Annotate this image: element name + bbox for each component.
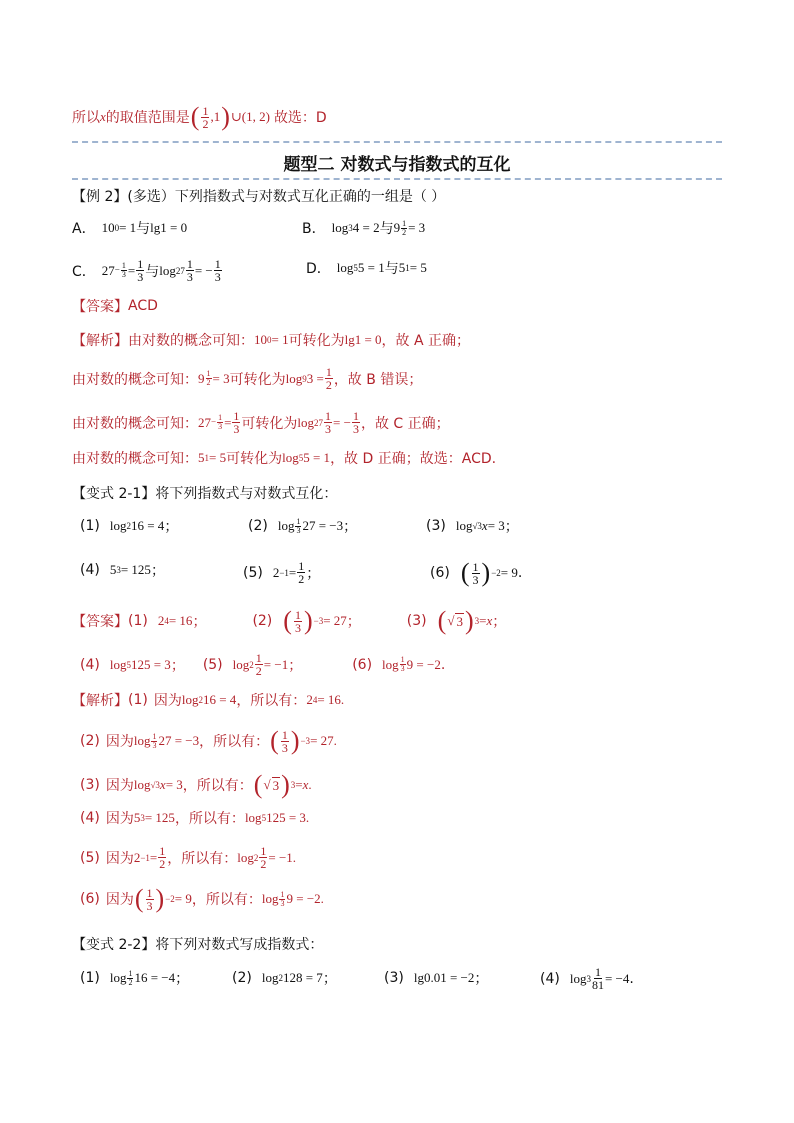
- text: 可转化为: [288, 333, 345, 349]
- item-number: (4): [80, 562, 100, 578]
- text: ，所以有：: [191, 892, 262, 908]
- text: ，故 A 正确；: [381, 333, 471, 349]
- text: ，所以有：: [199, 734, 270, 750]
- text: ；: [306, 565, 321, 582]
- text: ；: [175, 971, 190, 987]
- text: ；: [288, 657, 303, 674]
- text: 可转化为: [241, 415, 298, 432]
- text: 与: [136, 221, 151, 237]
- item-number: (3): [384, 970, 404, 986]
- text: ，故 C 正确；: [360, 415, 450, 432]
- item-number: (5): [243, 564, 263, 581]
- text: 因为: [105, 850, 134, 867]
- text: 【变式 2-2】将下列对数式写成指数式：: [72, 937, 324, 953]
- item-number: (4): [80, 656, 100, 673]
- text: 故选：D: [273, 110, 327, 126]
- item-number: (1): [128, 613, 148, 629]
- option-b: B． log 3 4 = 2 与 9 $\frac{1}{2}$ = 3: [302, 218, 426, 237]
- text: 因为: [105, 811, 134, 827]
- v21-analysis-6: (6) 因为 ( $\frac{1}{3}$ ) −2 = 9 ，所以有： log $\frac{1}{3}$ 9 = −2.: [80, 884, 324, 913]
- text: 由对数的概念可知：: [128, 333, 254, 349]
- text: 因为: [105, 734, 134, 750]
- v22-q4: (4) log 3 $\frac{1}{81}$ = −4 .: [540, 965, 634, 992]
- v22-q1: (1) log $\frac{1}{2}$ 16 = −4 ；: [80, 968, 190, 987]
- item-number: (2): [80, 733, 100, 749]
- text: 由对数的概念可知：: [72, 371, 198, 388]
- text: 由对数的概念可知：: [72, 415, 198, 432]
- v21-analysis-5: (5) 因为 2 −1 = $\frac{1}{2}$ ，所以有： log 2 $\frac{1}{2}$ = −1.: [80, 844, 297, 871]
- prev-conclusion-line: [72, 104, 327, 130]
- text: 因为: [153, 693, 182, 709]
- v21-q5: (5) 2 −1 = $\frac{1}{2}$ ；: [243, 559, 321, 586]
- item-number: (3): [80, 777, 100, 793]
- text: 与: [145, 263, 160, 280]
- v21-answers-row1: 【答案】 (1) 2 4 = 16 ； (2) ( $\frac{1}{3}$ ) −3 = 27 ； (3) ( √ 3 ) 3 = x ；: [72, 606, 507, 635]
- text: ；: [343, 519, 358, 535]
- analysis-label: 【解析】: [72, 693, 128, 709]
- text: 可转化为: [229, 371, 286, 388]
- text: ；: [150, 563, 165, 579]
- text: 【变式 2-1】将下列指数式与对数式互化：: [72, 486, 338, 502]
- text: ；: [504, 519, 519, 535]
- v21-q1: (1) log 2 16 = 4 ；: [80, 518, 179, 535]
- question-text: 【例 2】(多选）下列指数式与对数式互化正确的一组是（ ）: [72, 189, 446, 205]
- text: ，故 B 错误；: [333, 371, 423, 388]
- text: 因为: [105, 892, 134, 908]
- divider-top: [72, 141, 722, 143]
- section-title: 题型二 对数式与指数式的互化: [283, 155, 511, 175]
- item-number: (3): [406, 613, 427, 629]
- item-number: (4): [80, 810, 100, 826]
- v21-q3: (3) log √3 x = 3 ；: [426, 518, 519, 535]
- text: ；: [474, 971, 489, 987]
- v22-q2: (2) log 2 128 = 7 ；: [232, 970, 337, 987]
- text: 与: [384, 261, 399, 277]
- v21-answers-row2: (4) log 5 125 = 3 ； (5) log 2 $\frac{1}{2}$ = −1 ； (6) log $\frac{1}{3}$ 9 = −2 .: [80, 651, 446, 678]
- text: ，所以有：: [174, 811, 245, 827]
- item-number: (2): [232, 970, 252, 986]
- v21-analysis-4: (4) 因为 5 3 = 125 ，所以有： log 5 125 = 3.: [80, 810, 310, 827]
- variant-2-1-title: [72, 483, 337, 503]
- text: ，所以有：: [236, 693, 307, 709]
- text: ，所以有：: [182, 778, 253, 794]
- text: ；: [192, 614, 207, 630]
- analysis-line-3: 由对数的概念可知： 27 − $\frac{1}{3}$ = $\frac{1}{3}$ 可转化为 log 27 $\frac{1}{3}$ = − $\frac{1}{3}$ ，故 C 正确；: [72, 409, 450, 436]
- analysis-line-4: 由对数的概念可知： 5 1 = 5 可转化为 log 5 5 = 1 ，故 D 正确；故选：ACD.: [72, 450, 497, 467]
- item-number: (5): [202, 656, 223, 673]
- text: 与: [379, 221, 394, 237]
- text: ；: [164, 519, 179, 535]
- option-label: C．: [72, 263, 96, 280]
- v21-analysis-3: (3) 因为 log √3 x = 3 ，所以有： ( √ 3 ) 3 = x .: [80, 770, 312, 799]
- option-a: A． 10 0 = 1 与 lg1 = 0: [72, 220, 188, 237]
- text: 所以: [72, 110, 100, 126]
- math-var-x: x: [100, 109, 106, 124]
- answer-line: [72, 296, 158, 316]
- option-label: D．: [306, 261, 331, 277]
- option-label: B．: [302, 221, 326, 237]
- math-range: ( $\frac{1}{2}$ ,1 ) ∪(1, 2): [190, 102, 270, 131]
- option-d: D． log 5 5 = 1 与 5 1 = 5: [306, 260, 427, 277]
- v21-q6: (6) ( $\frac{1}{3}$ ) −2 = 9 .: [430, 558, 523, 587]
- option-label: A．: [72, 221, 96, 237]
- item-number: (3): [426, 518, 446, 534]
- text: 的取值范围是: [105, 110, 190, 126]
- answer-label: 【答案】: [72, 299, 128, 315]
- text: ，所以有：: [167, 850, 238, 867]
- item-number: (2): [248, 518, 268, 534]
- item-number: (6): [80, 891, 100, 907]
- option-c: C． 27 − $\frac{1}{3}$ = $\frac{1}{3}$ 与 log 27 $\frac{1}{3}$ = − $\frac{1}{3}$: [72, 257, 221, 284]
- item-number: (4): [540, 970, 560, 987]
- text: 因为: [105, 778, 134, 794]
- item-number: (1): [80, 970, 100, 986]
- variant-2-2-title: [72, 934, 323, 954]
- v21-q2: (2) log $\frac{1}{3}$ 27 = −3 ；: [248, 516, 358, 535]
- example-2-question: [72, 186, 445, 206]
- item-number: (2): [252, 613, 273, 629]
- item-number: (1): [128, 692, 148, 708]
- text: 可转化为: [226, 451, 283, 467]
- analysis-line-1: 【解析】 由对数的概念可知： 10 0 = 1 可转化为 lg1 = 0 ，故 A 正确；: [72, 332, 471, 349]
- item-number: (6): [430, 565, 450, 581]
- answer-value: ACD: [128, 298, 158, 314]
- item-number: (5): [80, 849, 100, 866]
- v21-analysis-2: (2) 因为 log $\frac{1}{3}$ 27 = −3 ，所以有： ( $\frac{1}{3}$ ) −3 = 27.: [80, 726, 337, 755]
- analysis-line-2: 由对数的概念可知： 9 $\frac{1}{2}$ = 3 可转化为 log 9 3 = $\frac{1}{2}$ ，故 B 错误；: [72, 365, 423, 392]
- v21-q4: (4) 5 3 = 125 ；: [80, 562, 165, 579]
- answer-label: 【答案】: [72, 614, 128, 630]
- text: ；: [346, 614, 361, 630]
- text: ；: [492, 614, 507, 630]
- analysis-label: 【解析】: [72, 333, 128, 349]
- text: ；: [170, 657, 185, 674]
- text: ；: [322, 971, 337, 987]
- item-number: (6): [352, 656, 373, 673]
- text: ，故 D 正确；故选：ACD.: [330, 451, 497, 467]
- divider-bottom: [72, 178, 722, 180]
- v21-analysis-1: 【解析】 (1) 因为 log 2 16 = 4 ，所以有： 2 4 = 16.: [72, 692, 345, 709]
- text: 由对数的概念可知：: [72, 451, 198, 467]
- v22-q3: (3) lg0.01 = −2 ；: [384, 970, 489, 987]
- item-number: (1): [80, 518, 100, 534]
